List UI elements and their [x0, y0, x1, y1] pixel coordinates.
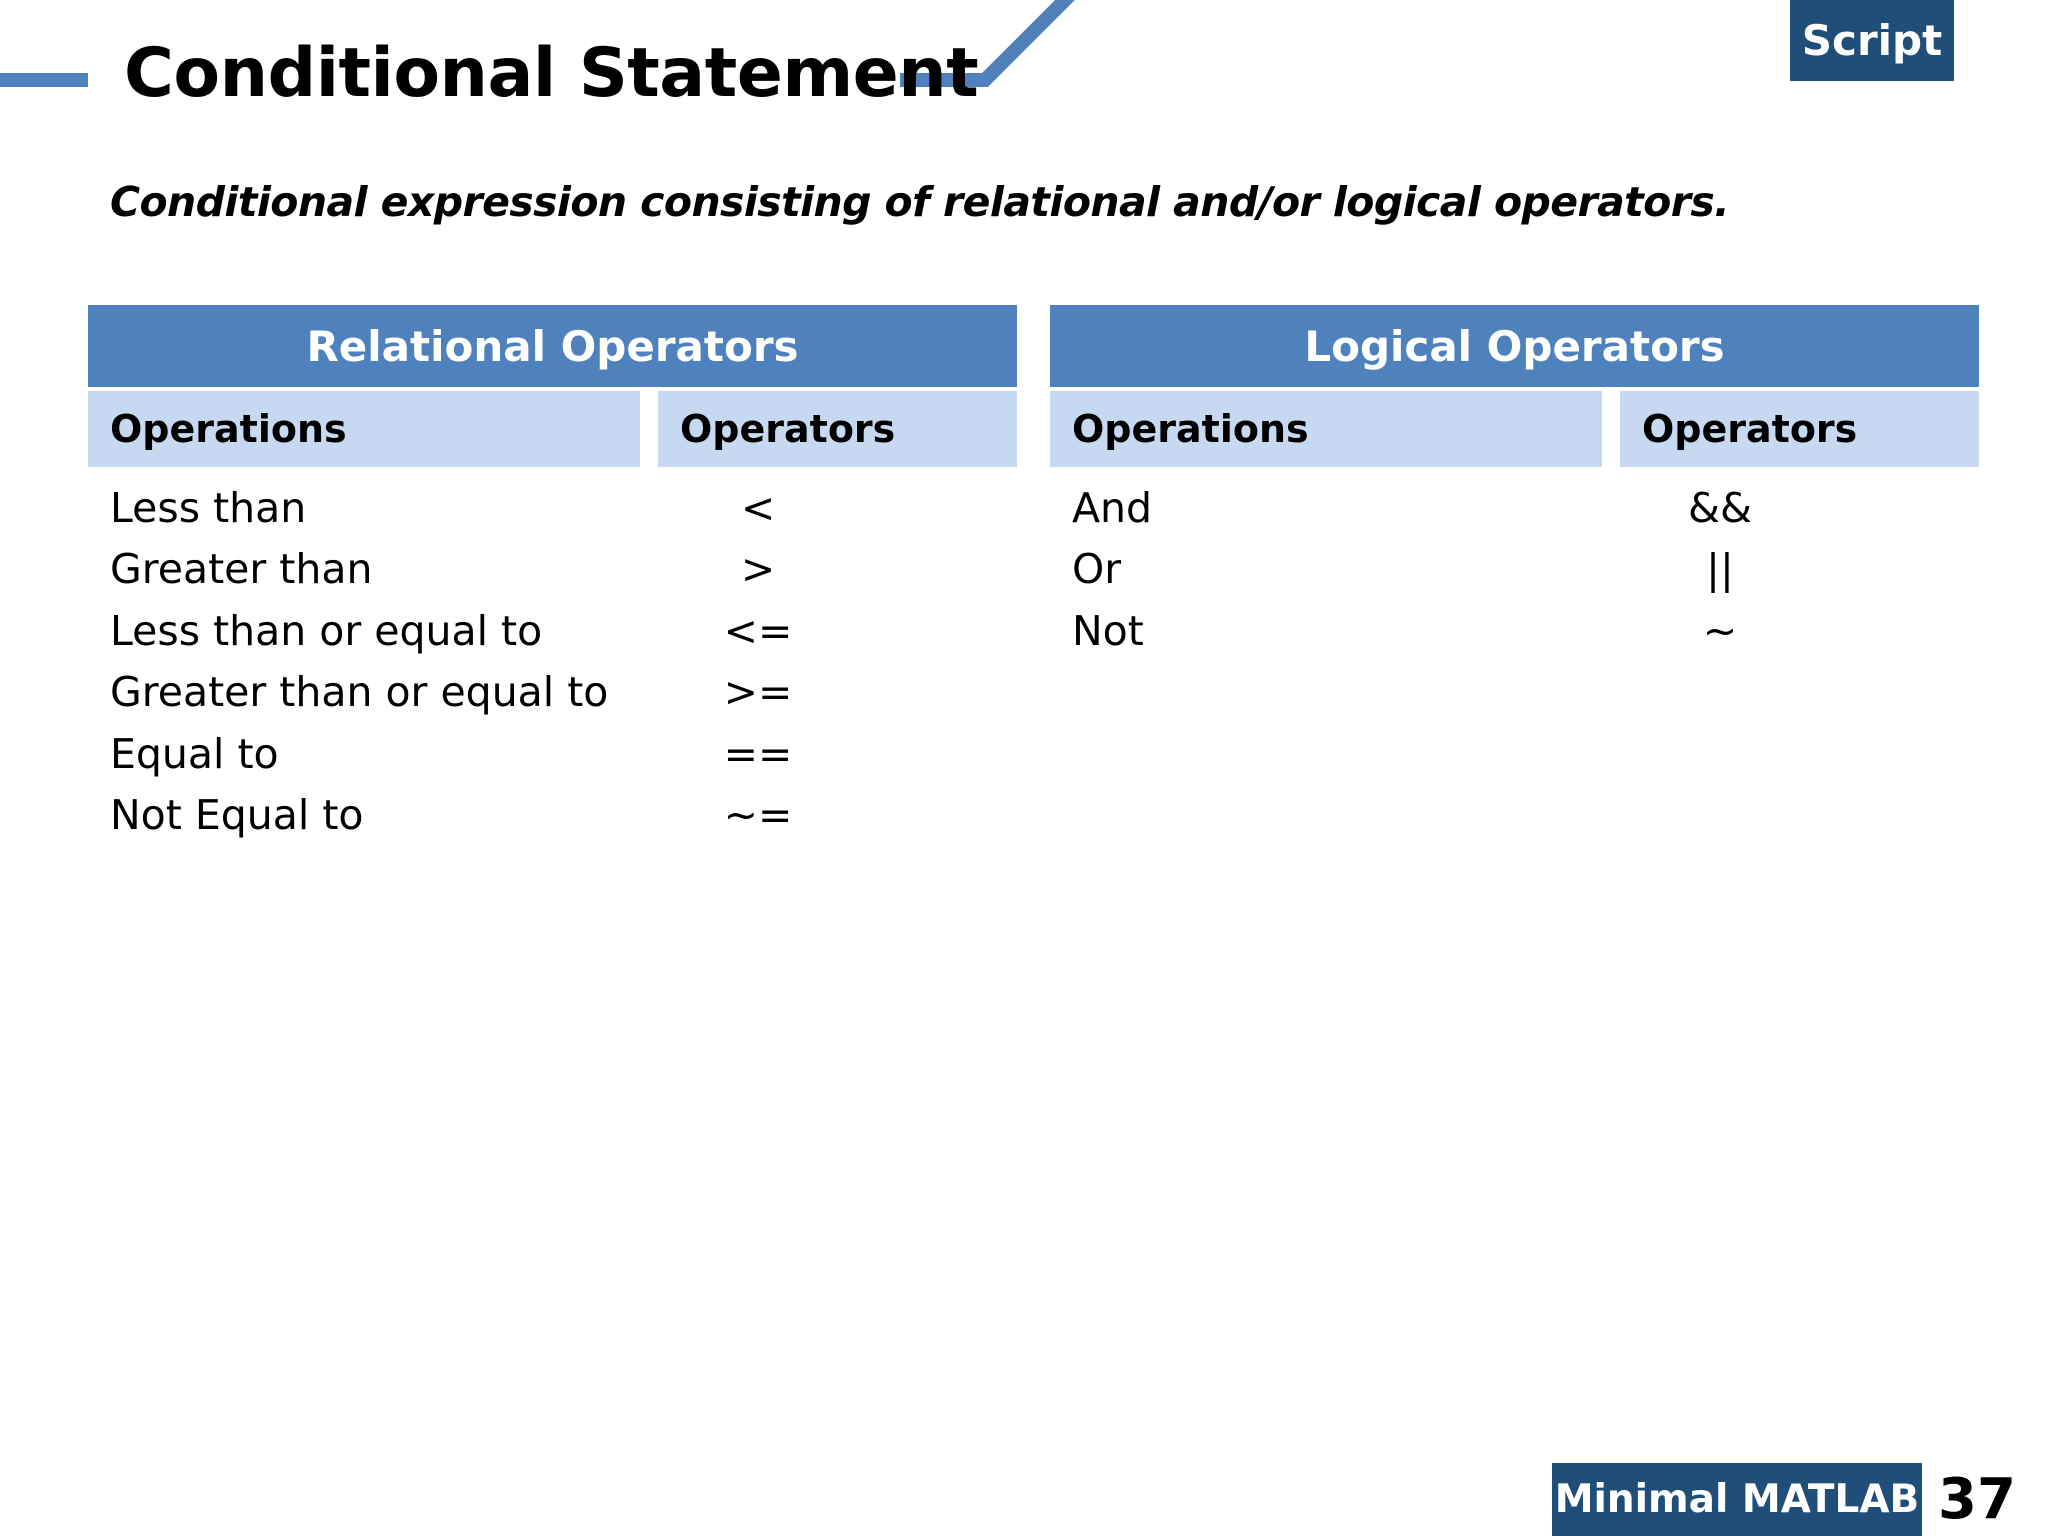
slide-subtitle: Conditional expression consisting of relational and/or logical operators.	[110, 178, 1730, 226]
operator-symbol: ~	[1702, 606, 1738, 655]
operation-name: Not Equal to	[110, 791, 364, 840]
table-row	[88, 477, 1017, 539]
column-header-operations: Operations	[1050, 391, 1602, 467]
operator-symbol: ==	[723, 729, 793, 778]
table-row	[88, 600, 1017, 662]
operator-symbol: ||	[1706, 545, 1734, 594]
operation-name: Not	[1072, 606, 1144, 655]
operator-symbol: <=	[723, 606, 793, 655]
section-tag: Script	[1790, 0, 1954, 81]
operator-symbol: &&	[1688, 483, 1752, 532]
table-row	[88, 539, 1017, 601]
footer-label: Minimal MATLAB	[1552, 1463, 1922, 1536]
operation-name: Less than	[110, 483, 307, 532]
table-row	[88, 662, 1017, 724]
operation-name: Greater than	[110, 545, 373, 594]
table-row	[88, 723, 1017, 785]
table-row	[88, 785, 1017, 847]
table-column-headers	[1050, 391, 1979, 467]
operation-name: Greater than or equal to	[110, 668, 609, 717]
operator-symbol: >=	[723, 668, 793, 717]
column-header-operators: Operators	[658, 391, 1017, 467]
table-row	[1050, 539, 1979, 601]
table-body	[1050, 467, 1979, 662]
column-header-operations: Operations	[88, 391, 640, 467]
operator-symbol: ~=	[723, 791, 793, 840]
operation-name: Less than or equal to	[110, 606, 543, 655]
relational-operators-table	[88, 305, 1017, 846]
operation-name: Or	[1072, 545, 1122, 594]
table-row	[1050, 600, 1979, 662]
page-title: Conditional Statement	[124, 34, 979, 113]
logical-operators-table	[1050, 305, 1979, 662]
column-header-operators: Operators	[1620, 391, 1979, 467]
operator-symbol: <	[740, 483, 776, 532]
page-number: 37	[1938, 1467, 2016, 1532]
table-title: Relational Operators	[88, 305, 1017, 391]
table-row	[1050, 477, 1979, 539]
operator-symbol: >	[740, 545, 776, 594]
table-title: Logical Operators	[1050, 305, 1979, 391]
operation-name: Equal to	[110, 729, 279, 778]
table-column-headers	[88, 391, 1017, 467]
table-body	[88, 467, 1017, 846]
operation-name: And	[1072, 483, 1153, 532]
